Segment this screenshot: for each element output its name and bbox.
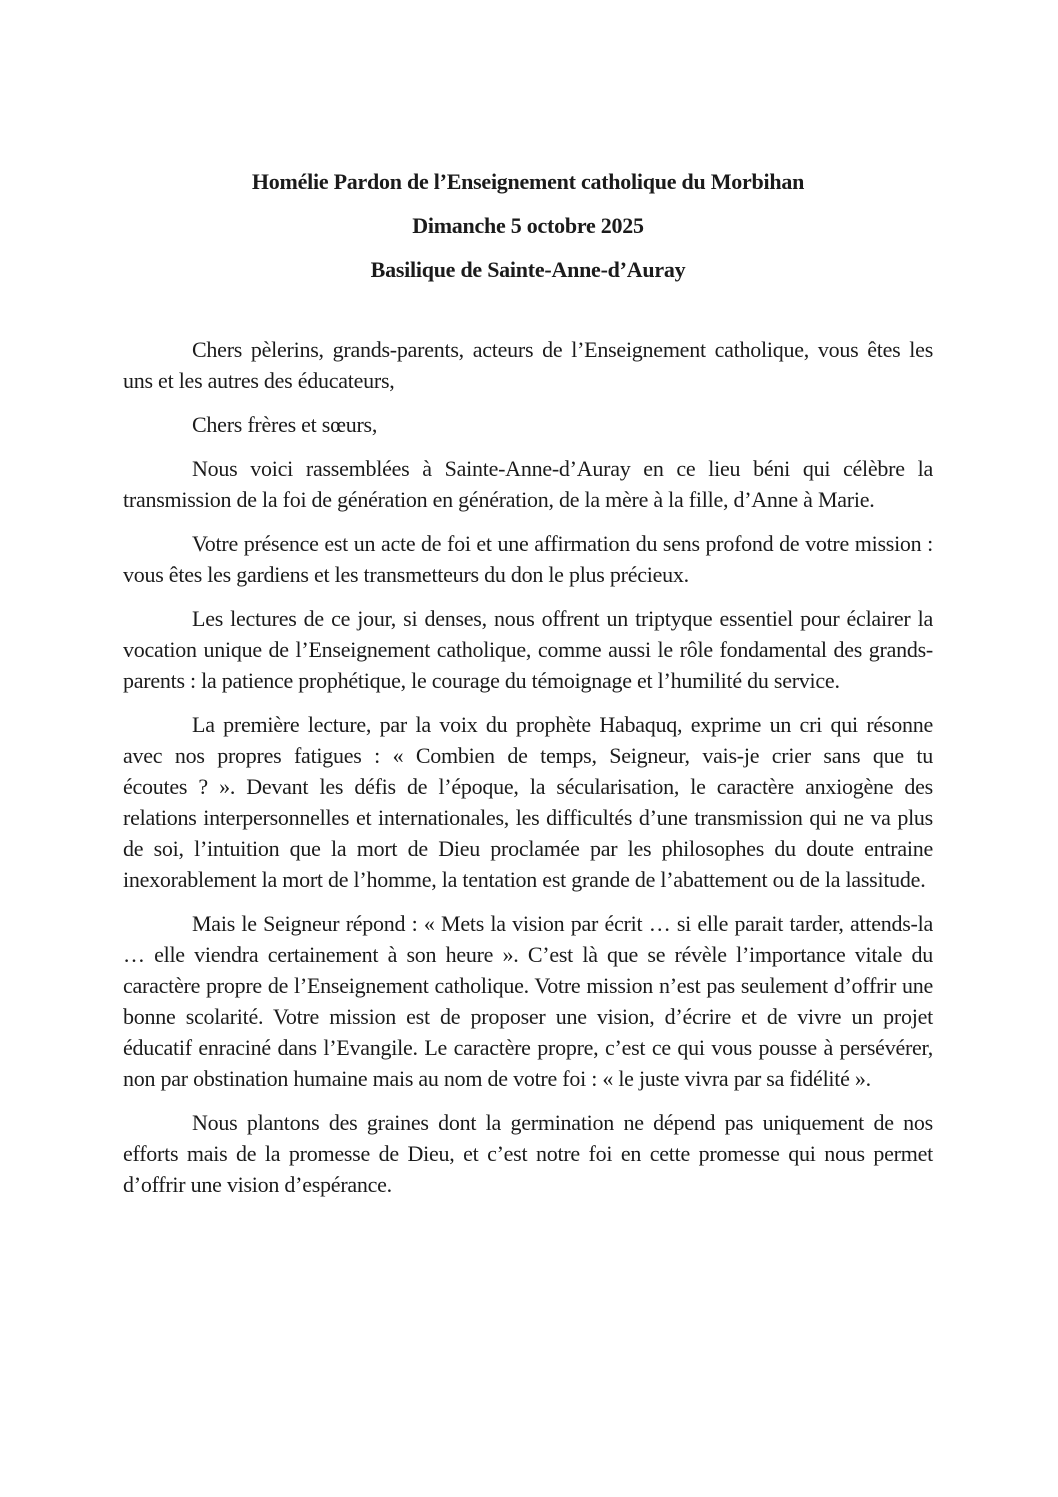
document-title: Homélie Pardon de l’Enseignement catholique du Morbihan <box>251 169 805 194</box>
paragraph-premiere-lecture: La première lecture, par la voix du prophète Habaquq, exprime un cri qui résonne avec nos propres fatigues : « Combien de temps, Seigneur, vais-je crier sans que tu écoutes ? ». Devant les défis de l’époque, la sécularisation, le caractère anxiogène des relations interpersonnelles et internationales, les difficultés d’une transmission qui ne va plus de soi, l’intuition que la mort de Dieu proclamée par les philosophes du doute entraine inexorablement la mort de l’homme, la tentation est grande de l’abattement ou de la lassitude. <box>123 712 933 892</box>
paragraph-presence: Votre présence est un acte de foi et une affirmation du sens profond de votre mission : vous êtes les gardiens et les transmetteurs du don le plus précieux. <box>123 531 933 587</box>
paragraph-graines: Nous plantons des graines dont la germination ne dépend pas uniquement de nos efforts mais de la promesse de Dieu, et c’est notre foi en cette promesse qui nous permet d’offrir une vision d’espérance. <box>123 1110 933 1197</box>
paragraph-greeting-brothers: Chers frères et sœurs, <box>192 412 378 437</box>
paragraph-seigneur-repond: Mais le Seigneur répond : « Mets la vision par écrit … si elle parait tarder, attends-la … elle viendra certainement à son heure ». C’est là que se révèle l’importance vitale du caractère propre de l’Enseignement catholique. Votre mission n’est pas seulement d’offrir une bonne scolarité. Votre mission est de proposer une vision, d’écrire et de vivre un projet éducatif enraciné dans l’Evangile. Le caractère propre, c’est ce qui vous pousse à persévérer, non par obstination humaine mais au nom de votre foi : « le juste vivra par sa fidélité ». <box>123 911 933 1091</box>
document-header <box>123 166 933 285</box>
paragraph-gathering: Nous voici rassemblées à Sainte-Anne-d’Auray en ce lieu béni qui célèbre la transmission de la foi de génération en génération, de la mère à la fille, d’Anne à Marie. <box>123 456 933 512</box>
document-date: Dimanche 5 octobre 2025 <box>412 213 644 238</box>
document-body <box>123 334 933 1200</box>
paragraph-lectures-triptyque: Les lectures de ce jour, si denses, nous offrent un triptyque essentiel pour éclairer la vocation unique de l’Enseignement catholique, comme aussi le rôle fondamental des grands-parents : la patience prophétique, le courage du témoignage et l’humilité du service. <box>123 606 933 693</box>
paragraph-greeting-educators: Chers pèlerins, grands-parents, acteurs de l’Enseignement catholique, vous êtes les uns et les autres des éducateurs, <box>123 337 933 393</box>
document-location: Basilique de Sainte-Anne-d’Auray <box>370 257 686 282</box>
